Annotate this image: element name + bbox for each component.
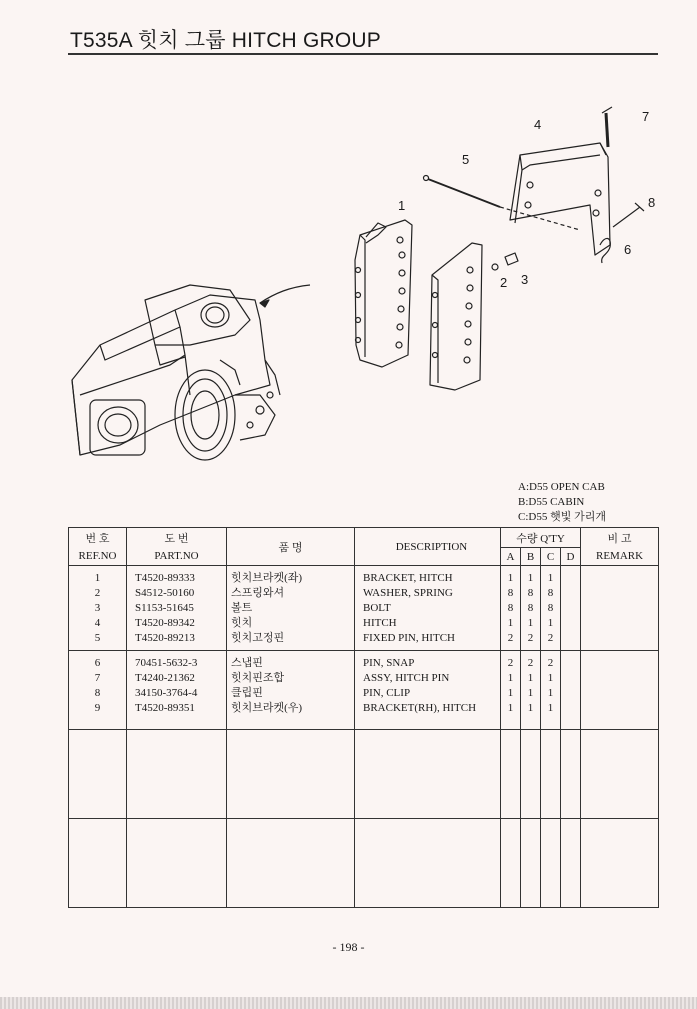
qty-a-cell: 1 xyxy=(501,671,521,686)
table-row xyxy=(69,631,659,646)
name-kr-cell: 볼트 xyxy=(227,601,355,616)
table-row xyxy=(69,671,659,686)
qty-a-cell: 1 xyxy=(501,686,521,701)
name-kr-cell: 스프링와셔 xyxy=(227,586,355,601)
qty-d-cell xyxy=(561,701,581,716)
qty-a-cell: 1 xyxy=(501,571,521,586)
ref-cell: 8 xyxy=(69,686,127,701)
parts-table xyxy=(68,527,659,908)
ref-cell: 6 xyxy=(69,656,127,671)
name-kr-cell: 스냅핀 xyxy=(227,656,355,671)
page-title: T535A 힛치 그룹 HITCH GROUP xyxy=(70,29,381,52)
description-cell: BRACKET, HITCH xyxy=(355,571,501,586)
name-kr-cell: 힛치브라켓(우) xyxy=(227,701,355,716)
qty-c-cell: 2 xyxy=(541,656,561,671)
ref-cell: 7 xyxy=(69,671,127,686)
ref-cell: 3 xyxy=(69,601,127,616)
left-hitch-bracket-drawing xyxy=(355,220,412,367)
qty-a-cell: 8 xyxy=(501,586,521,601)
name-header-kr: 품 명 xyxy=(227,528,355,566)
qty-a-cell: 2 xyxy=(501,656,521,671)
qty-c-cell: 2 xyxy=(541,631,561,646)
qty-d-cell xyxy=(561,631,581,646)
description-header: DESCRIPTION xyxy=(355,528,501,566)
qty-b-cell: 8 xyxy=(521,586,541,601)
qty-c-cell: 8 xyxy=(541,586,561,601)
part-cell: S1153-51645 xyxy=(127,601,227,616)
table-row xyxy=(69,601,659,616)
qty-b-cell: 2 xyxy=(521,656,541,671)
description-cell: ASSY, HITCH PIN xyxy=(355,671,501,686)
qty-d-cell xyxy=(561,586,581,601)
part-cell: T4520-89342 xyxy=(127,616,227,631)
qty-d-cell xyxy=(561,656,581,671)
ref-cell: 9 xyxy=(69,701,127,716)
part-cell: T4520-89333 xyxy=(127,571,227,586)
qty-d-cell xyxy=(561,601,581,616)
right-hitch-bracket-drawing xyxy=(430,243,482,390)
callout-8: 8 xyxy=(648,195,656,210)
part-header: PART.NO xyxy=(127,548,227,566)
title-rule xyxy=(68,53,658,55)
qty-header: 수량 Q'TY xyxy=(501,528,581,548)
qty-col-a: A xyxy=(501,548,521,566)
callout-7: 7 xyxy=(642,109,650,124)
table-row xyxy=(69,616,659,631)
qty-c-cell: 1 xyxy=(541,671,561,686)
description-cell: BRACKET(RH), HITCH xyxy=(355,701,501,716)
qty-b-cell: 1 xyxy=(521,671,541,686)
qty-d-cell xyxy=(561,616,581,631)
remark-cell xyxy=(581,671,659,686)
table-row xyxy=(69,571,659,586)
callout-2: 2 xyxy=(500,275,508,290)
remark-cell xyxy=(581,601,659,616)
remark-cell xyxy=(581,631,659,646)
callout-6: 6 xyxy=(624,242,632,257)
description-cell: PIN, SNAP xyxy=(355,656,501,671)
qty-b-cell: 1 xyxy=(521,571,541,586)
qty-col-b: B xyxy=(521,548,541,566)
exploded-parts-diagram xyxy=(60,95,670,490)
description-cell: PIN, CLIP xyxy=(355,686,501,701)
part-cell: 70451-5632-3 xyxy=(127,656,227,671)
callout-1: 1 xyxy=(398,198,406,213)
diagram-drawing xyxy=(60,95,670,490)
page-number: - 198 - xyxy=(332,940,365,954)
part-cell: S4512-50160 xyxy=(127,586,227,601)
qty-c-cell: 1 xyxy=(541,686,561,701)
hitch-drawing xyxy=(500,143,610,255)
variant-a: A:D55 OPEN CAB xyxy=(518,481,605,493)
qty-a-cell: 1 xyxy=(501,701,521,716)
ref-cell: 2 xyxy=(69,586,127,601)
remark-cell xyxy=(581,571,659,586)
description-cell: WASHER, SPRING xyxy=(355,586,501,601)
qty-c-cell: 8 xyxy=(541,601,561,616)
qty-c-cell: 1 xyxy=(541,571,561,586)
description-cell: BOLT xyxy=(355,601,501,616)
parts-table-body xyxy=(69,566,659,908)
empty-row-block xyxy=(69,819,659,908)
table-row xyxy=(69,586,659,601)
ref-header: REF.NO xyxy=(69,548,127,566)
scan-edge xyxy=(0,997,697,1009)
remark-header: REMARK xyxy=(581,548,659,566)
qty-col-d: D xyxy=(561,548,581,566)
description-cell: HITCH xyxy=(355,616,501,631)
ref-header-kr: 번 호 xyxy=(69,528,127,548)
table-row xyxy=(69,701,659,716)
qty-c-cell: 1 xyxy=(541,616,561,631)
qty-b-cell: 1 xyxy=(521,686,541,701)
callout-3: 3 xyxy=(521,272,529,287)
variant-b: B:D55 CABIN xyxy=(518,496,585,508)
part-cell: T4520-89213 xyxy=(127,631,227,646)
description-cell: FIXED PIN, HITCH xyxy=(355,631,501,646)
callout-4: 4 xyxy=(534,117,542,132)
name-kr-cell: 클립핀 xyxy=(227,686,355,701)
qty-b-cell: 2 xyxy=(521,631,541,646)
remark-cell xyxy=(581,701,659,716)
part-cell: T4520-89351 xyxy=(127,701,227,716)
name-kr-cell: 힛치고정핀 xyxy=(227,631,355,646)
qty-b-cell: 1 xyxy=(521,616,541,631)
table-row xyxy=(69,686,659,701)
table-row xyxy=(69,656,659,671)
part-cell: 34150-3764-4 xyxy=(127,686,227,701)
remark-cell xyxy=(581,686,659,701)
remark-header-kr: 비 고 xyxy=(581,528,659,548)
ref-cell: 1 xyxy=(69,571,127,586)
remark-cell xyxy=(581,616,659,631)
name-kr-cell: 힛치핀조합 xyxy=(227,671,355,686)
qty-d-cell xyxy=(561,686,581,701)
callout-5: 5 xyxy=(462,152,470,167)
qty-d-cell xyxy=(561,671,581,686)
name-kr-cell: 힛치브라켓(좌) xyxy=(227,571,355,586)
remark-cell xyxy=(581,656,659,671)
qty-b-cell: 1 xyxy=(521,701,541,716)
qty-a-cell: 8 xyxy=(501,601,521,616)
qty-a-cell: 2 xyxy=(501,631,521,646)
ref-cell: 5 xyxy=(69,631,127,646)
name-kr-cell: 힛치 xyxy=(227,616,355,631)
ref-cell: 4 xyxy=(69,616,127,631)
qty-c-cell: 1 xyxy=(541,701,561,716)
qty-d-cell xyxy=(561,571,581,586)
variant-legend xyxy=(518,480,606,525)
qty-b-cell: 8 xyxy=(521,601,541,616)
qty-a-cell: 1 xyxy=(501,616,521,631)
variant-c: C:D55 햇빛 가리개 xyxy=(518,511,606,523)
part-cell: T4240-21362 xyxy=(127,671,227,686)
part-header-kr: 도 번 xyxy=(127,528,227,548)
transmission-housing-drawing xyxy=(72,285,280,460)
empty-row-block xyxy=(69,730,659,819)
qty-col-c: C xyxy=(541,548,561,566)
remark-cell xyxy=(581,586,659,601)
